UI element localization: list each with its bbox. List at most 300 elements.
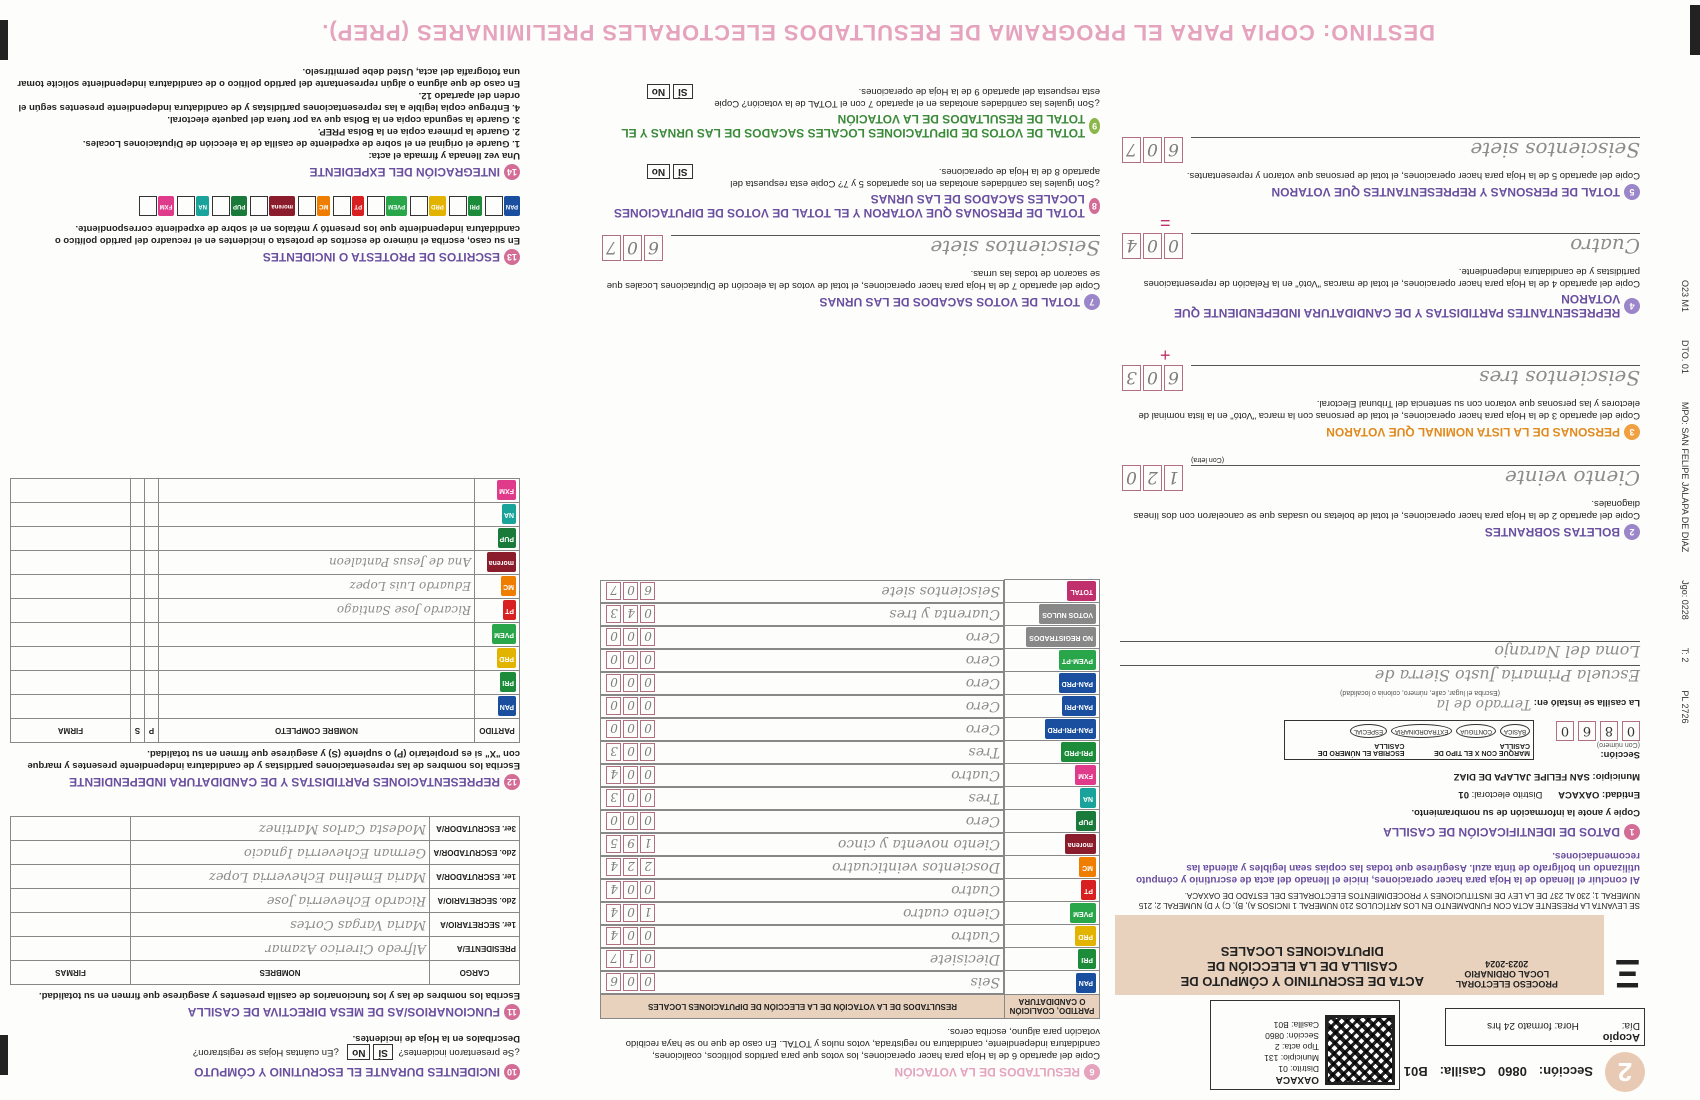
section-5-instructions: Copie del apartado 5 de la Hoja para hacer operaciones, el total de personas que votaron y representantes. — [1186, 170, 1640, 181]
rep-nombre-cell — [159, 503, 475, 527]
cargo-cell: 1er. SECRETARIO/A — [430, 913, 520, 937]
party-cell — [1005, 971, 1100, 995]
section-7-instructions: Copie del apartado 7 de la Hoja para hacer operaciones, el total de votos de la elección de Diputaciones Locales que se sacaron de todas las urnas. — [606, 268, 1100, 291]
section-4-number: 4 — [1624, 298, 1640, 314]
rep-cell — [11, 647, 131, 671]
rep-nombre-cell — [159, 479, 475, 503]
rep-nombre-cell: Ana de Jesus Pantaleon — [159, 551, 475, 575]
rep-col-firma: FIRMA — [11, 719, 131, 743]
legal-text: SE LEVANTA LA PRESENTE ACTA CON FUNDAMENTO EN LOS ARTÍCULOS 210 NUMERAL 1 INCISOS A), B), C) Y D) NUMERAL 2; 215 NUMERAL 1; 230 AL 237 DE LA LEY DE INSTITUCIONES Y PROCEDIMIENTOS ELECTORALES DEL ESTADO DE OAXACA. — [1138, 891, 1640, 910]
rep-cell — [11, 575, 131, 599]
firma-cell — [11, 865, 131, 889]
step-text: 1. Guarde el original en el sobre de expediente de casilla de la elección de Diputaciones Locales. — [82, 138, 520, 149]
result-digit: 0 — [641, 721, 656, 739]
table-row — [11, 937, 520, 961]
section-2-title: BOLETAS SOBRANTES — [1484, 525, 1620, 539]
section-2-digit: 0 — [1122, 465, 1141, 491]
section-3-number: 3 — [1624, 424, 1640, 440]
section-14-number: 14 — [504, 164, 520, 180]
protest-box — [410, 196, 446, 216]
casilla-value: B01 — [1403, 1064, 1428, 1080]
section-7 — [600, 235, 1100, 310]
result-digit: 7 — [607, 583, 622, 601]
result-digit: 4 — [607, 905, 622, 923]
qr-line: OAXACA — [1275, 1074, 1319, 1085]
result-letra: Cuatro — [951, 928, 1000, 945]
party-logo-icon: PVEM-PT — [1059, 651, 1096, 671]
seccion-digit: 0 — [1556, 721, 1574, 741]
municipio-label: Municipio: — [1592, 771, 1640, 782]
section-1-instructions: Copie y anote la información de su nombramiento. — [1411, 807, 1640, 818]
table-row — [11, 671, 520, 695]
casilla-label: Casilla: — [1439, 1064, 1486, 1080]
result-cell — [601, 787, 1005, 810]
protest-count-input[interactable] — [139, 196, 157, 216]
result-cell — [601, 833, 1005, 856]
representantes-body — [11, 479, 520, 719]
hora-label: Hora: — [1554, 1020, 1579, 1031]
section-2 — [1120, 456, 1640, 540]
tipo-contigua[interactable]: CONTIGUA — [1456, 724, 1496, 738]
results-row — [601, 925, 1100, 948]
party-logo-icon: PT — [1081, 881, 1096, 901]
rep-cell — [11, 479, 131, 503]
party-logo-icon: PT — [503, 601, 516, 621]
rep-cell — [11, 527, 131, 551]
result-digit: 0 — [607, 698, 622, 716]
rep-cell — [131, 623, 145, 647]
rep-cell — [131, 527, 145, 551]
party-logo-icon: PAN — [504, 196, 520, 216]
hojas-question: ¿En cuántas Hojas se registraron? — [192, 1047, 340, 1058]
table-row — [11, 479, 520, 503]
party-cell — [1005, 626, 1100, 649]
result-cell — [601, 764, 1005, 787]
result-digit: 0 — [607, 813, 622, 831]
result-digit: 0 — [641, 813, 656, 831]
section-9-no[interactable]: No — [647, 84, 670, 99]
result-digit: 0 — [624, 790, 639, 808]
seccion-value: 0860 — [1497, 1064, 1527, 1080]
incidentes-question: ¿Se presentaron incidentes? — [398, 1047, 520, 1058]
table-row — [11, 695, 520, 719]
party-logo-icon: FXM — [1075, 766, 1096, 786]
registration-mark — [0, 1035, 8, 1075]
process-label: PROCESO ELECTORAL LOCAL ORDINARIO 2023-2024 — [1455, 959, 1558, 989]
section-5-number: 5 — [1624, 184, 1640, 200]
rep-nombre-cell — [159, 671, 475, 695]
party-logo-icon: PT — [352, 196, 364, 216]
result-cell — [601, 626, 1005, 649]
result-digit: 0 — [624, 698, 639, 716]
section-3-digit: 0 — [1143, 365, 1162, 391]
result-digit: 0 — [624, 905, 639, 923]
section-14-title: INTEGRACIÓN DEL EXPEDIENTE — [309, 165, 500, 179]
result-cell — [601, 971, 1005, 994]
tipo-basica[interactable]: BÁSICA — [1500, 724, 1530, 738]
result-digit: 0 — [624, 675, 639, 693]
result-digit: 0 — [641, 652, 656, 670]
protest-box — [177, 196, 209, 216]
party-cell — [1005, 718, 1100, 741]
incidentes-descr: Descríbalos en la Hoja de incidentes. — [352, 1033, 520, 1044]
cargo-cell: 2do. SECRETARIO/A — [430, 889, 520, 913]
section-6-instructions: Copie del apartado 6 de la Hoja para hacer operaciones, los votos que para partidos políticos, coaliciones, candidatura independiente, candidatura no registrada, votos nulos y TOTAL. En caso de que no se haya recibido votación para alguno, escriba ceros. — [625, 1026, 1100, 1061]
section-7-digit: 6 — [644, 235, 663, 261]
rep-cell — [131, 671, 145, 695]
funcionarios-table — [10, 816, 520, 985]
party-logo-icon: MC — [501, 577, 516, 597]
result-digit: 0 — [641, 675, 656, 693]
rep-cell — [131, 551, 145, 575]
result-digit: 0 — [624, 721, 639, 739]
result-digit: 1 — [641, 905, 656, 923]
rep-nombre-cell — [159, 623, 475, 647]
iepco-logo: Ξ — [1614, 951, 1641, 995]
nombre-cell: Ricardo Echeverria Jose — [131, 889, 430, 913]
protest-boxes — [10, 196, 520, 216]
section-4-digit: 0 — [1164, 233, 1183, 259]
cargo-cell: 1er. ESCRUTADOR/A — [430, 865, 520, 889]
result-letra: Cero — [965, 652, 1000, 669]
rep-party-cell — [475, 647, 520, 671]
qr-line: Tipo acta: 2 — [1274, 1042, 1319, 1052]
results-row — [601, 672, 1100, 695]
section-4-digit: 0 — [1143, 233, 1162, 259]
protest-count-input[interactable] — [410, 196, 428, 216]
tipo-extraordinaria[interactable]: EXTRAORDINARIA — [1391, 724, 1452, 738]
party-logo-icon: PRD — [1075, 927, 1096, 947]
section-5 — [1120, 137, 1640, 200]
con-letra-hint: (Con letra) — [1191, 456, 1225, 463]
cargo-cell: 2do. ESCRUTADOR/A — [430, 841, 520, 865]
section-2-letra: Ciento veinte — [1504, 466, 1640, 490]
results-row — [601, 649, 1100, 672]
instalo-handwriting: Terrado de la — [1436, 696, 1532, 712]
rep-party-cell — [475, 503, 520, 527]
section-8-si[interactable]: SÍ — [673, 164, 692, 179]
side-code: MPO: SAN FELIPE JALAPA DE DIAZ — [1680, 401, 1690, 553]
rep-party-cell — [475, 623, 520, 647]
result-letra: Seis — [970, 974, 1000, 991]
acta-title: ACTA DE ESCRUTINIO Y CÓMPUTO DE CASILLA DE LA ELECCIÓN DE DIPUTACIONES LOCALES — [1180, 944, 1424, 989]
section-9-title: TOTAL DE VOTOS DE DIPUTACIONES LOCALES SACADOS DE LAS URNAS Y EL TOTAL DE RESULTADOS DE LA VOTACIÓN — [621, 112, 1086, 140]
seccion-field-label: Sección: — [1600, 749, 1640, 760]
result-digit: 4 — [624, 606, 639, 624]
protest-count-input[interactable] — [485, 196, 503, 216]
firma-cell — [11, 841, 131, 865]
result-digit: 0 — [607, 721, 622, 739]
party-cell — [1005, 580, 1100, 603]
results-row — [601, 856, 1100, 879]
party-cell — [1005, 741, 1100, 764]
party-logo-icon: NO REGISTRADOS — [1026, 628, 1096, 648]
protest-count-input[interactable] — [333, 196, 351, 216]
party-logo-icon: PAN — [498, 697, 516, 717]
result-letra: Cero — [965, 675, 1000, 692]
result-digit: 0 — [641, 629, 656, 647]
title-area — [1115, 915, 1645, 995]
result-digit: 1 — [624, 951, 639, 969]
acta-number: 2 — [1605, 1052, 1645, 1092]
rep-cell — [145, 527, 159, 551]
title-box — [1115, 915, 1604, 995]
result-digit: 4 — [607, 859, 622, 877]
section-2-digit: 1 — [1164, 465, 1183, 491]
result-digit: 2 — [624, 859, 639, 877]
result-digit: 3 — [607, 790, 622, 808]
result-cell — [601, 718, 1005, 741]
result-digit: 0 — [624, 652, 639, 670]
rep-cell — [145, 599, 159, 623]
rep-cell — [11, 599, 131, 623]
rep-party-cell — [475, 575, 520, 599]
result-letra: Cuarenta y tres — [889, 606, 1000, 623]
incidentes-no[interactable]: No — [347, 1044, 370, 1060]
section-3-letra: Seiscientos tres — [1479, 366, 1640, 390]
protest-count-input[interactable] — [177, 196, 195, 216]
section-11 — [10, 816, 520, 1020]
rep-cell — [11, 551, 131, 575]
protest-box — [139, 196, 175, 216]
firma-cell — [11, 937, 131, 961]
section-5-digit: 0 — [1143, 137, 1162, 163]
formato-label: formato 24 hrs — [1487, 1020, 1552, 1031]
escriba-num-title: ESCRIBA EL NÚMERO DE CASILLA — [1317, 742, 1405, 756]
party-logo-icon: PUP — [231, 196, 247, 216]
party-logo-icon: morena — [487, 553, 516, 573]
firma-cell — [11, 889, 131, 913]
qr-line: Distrito: 01 — [1278, 1064, 1319, 1074]
section-3-instructions: Copie del apartado 3 de la Hoja para hacer operaciones, el total de personas con la marca "Votó" en la lista nominal de electores y las personas que votaron con su sentencia del Tribunal Electoral. — [1138, 398, 1640, 421]
party-logo-icon: PRI — [468, 196, 482, 216]
result-digit: 6 — [607, 974, 622, 992]
protest-box — [485, 196, 520, 216]
result-letra: Cuatro — [951, 882, 1000, 899]
party-logo-icon: NA — [196, 196, 209, 216]
results-row — [601, 971, 1100, 995]
side-code: T: 2 — [1680, 647, 1690, 663]
step-text: Una vez llenada y firmada el acta: — [368, 150, 520, 161]
result-digit: 0 — [624, 813, 639, 831]
rep-cell — [131, 479, 145, 503]
result-cell — [601, 810, 1005, 833]
result-letra: Seiscientos siete — [881, 583, 1000, 600]
section-3-digit: 6 — [1164, 365, 1183, 391]
func-col-cargo: CARGO — [430, 961, 520, 985]
party-logo-icon: PAN-PRI — [1062, 697, 1096, 717]
section-6-title: RESULTADOS DE LA VOTACIÓN — [894, 1065, 1080, 1079]
rep-nombre-cell: Ricardo Jose Santiago — [159, 599, 475, 623]
legal-instructions: Al concluir el llenado de la Hoja para hacer operaciones, inicie el llenado del acta de escrutinio y cómputo utilizando un bolígrafo de tinta azul. Asegúrese que todas las copias sean legibles y atienda las recomendaciones. — [1135, 850, 1640, 885]
rep-cell — [11, 671, 131, 695]
instalo-hint: (Escriba el lugar, calle, número, colonia o localidad) — [1340, 689, 1500, 696]
section-8-number: 8 — [1089, 198, 1100, 214]
representantes-table — [10, 478, 520, 743]
section-5-digit: 7 — [1122, 137, 1141, 163]
party-cell — [1005, 902, 1100, 925]
result-digit: 0 — [641, 698, 656, 716]
seccion-digit: 0 — [1622, 721, 1640, 741]
results-row — [601, 741, 1100, 764]
protest-count-input[interactable] — [250, 196, 268, 216]
distrito-label: Distrito electoral: — [1471, 789, 1543, 800]
section-1 — [1120, 641, 1640, 840]
step-text: En caso de que alguna o algún representante del partido político o de candidatura independiente solicite tomar una fotografía del acta, Usted debe permitírselo. — [17, 66, 520, 89]
equals-sign: = — [1160, 213, 1171, 233]
rep-cell — [131, 599, 145, 623]
table-row — [11, 623, 520, 647]
result-digit: 0 — [624, 767, 639, 785]
protest-count-input[interactable] — [212, 196, 230, 216]
section-8-instructions: ¿Son iguales las cantidades anotadas en los apartados 5 y 7? Copie esta respuesta del apartado 8 de la Hoja de operaciones. — [730, 166, 1100, 189]
result-letra: Tres — [968, 790, 1000, 807]
section-13-title: ESCRITOS DE PROTESTA O INCIDENTES — [262, 250, 500, 264]
result-letra: Diecisiete — [929, 951, 1000, 968]
seccion-digit: 8 — [1600, 721, 1618, 741]
qr-line: Municipio: 131 — [1264, 1053, 1319, 1063]
section-9-si[interactable]: SÍ — [673, 84, 692, 99]
result-digit: 0 — [641, 882, 656, 900]
result-cell — [601, 603, 1005, 626]
tipo-especial[interactable]: ESPECIAL — [1350, 724, 1387, 738]
party-cell — [1005, 833, 1100, 856]
protest-box — [449, 196, 482, 216]
cargo-cell: PRESIDENTE/A — [430, 937, 520, 961]
results-row — [601, 948, 1100, 971]
table-row — [11, 575, 520, 599]
rep-col-nombre: NOMBRE COMPLETO — [159, 719, 475, 743]
table-row — [11, 913, 520, 937]
party-cell — [1005, 649, 1100, 672]
party-cell — [1005, 810, 1100, 833]
rep-cell — [131, 575, 145, 599]
result-cell — [601, 856, 1005, 879]
table-row — [11, 841, 520, 865]
section-13-instructions: En su caso, escriba el número de escritos de protesta o incidentes en el recuadro del partido político o candidatura independiente que los presentó y métalos en el sobre de expediente correspondiente. — [54, 223, 520, 246]
section-1-number: 1 — [1624, 824, 1640, 840]
rep-cell — [145, 695, 159, 719]
section-7-digit: 7 — [602, 235, 621, 261]
result-digit: 1 — [641, 836, 656, 854]
result-letra: Cero — [965, 629, 1000, 646]
section-11-number: 11 — [504, 1004, 520, 1020]
section-13 — [10, 196, 520, 265]
section-7-title: TOTAL DE VOTOS SACADOS DE LAS URNAS — [819, 295, 1080, 309]
section-5-title: TOTAL DE PERSONAS Y REPRESENTANTES QUE VOTARON — [1271, 185, 1620, 199]
party-logo-icon: PRD — [497, 649, 516, 669]
party-logo-icon: NA — [1080, 789, 1096, 809]
results-row — [601, 718, 1100, 741]
protest-count-input[interactable] — [449, 196, 467, 216]
side-code: Jgo: 0228 — [1680, 580, 1690, 620]
rep-nombre-cell: Eduardo Luis Lopez — [159, 575, 475, 599]
rep-cell — [145, 551, 159, 575]
party-logo-icon: morena — [269, 196, 295, 216]
rep-party-cell — [475, 527, 520, 551]
acopio-box — [1445, 1008, 1645, 1046]
cargo-cell: 3er. ESCRUTADOR/A — [430, 817, 520, 841]
section-2-instructions: Copie del apartado 2 de la Hoja para hacer operaciones, el total de boletas no usadas que se cancelaron con dos líneas diagonales. — [1133, 498, 1640, 521]
result-digit: 6 — [641, 583, 656, 601]
section-4-letra: Cuatro — [1570, 234, 1640, 258]
section-11-instructions: Escriba los nombres de las y los funcionarios de casilla presentes y asegúrese que firmen en su totalidad. — [39, 990, 520, 1001]
section-3-digit: 3 — [1122, 365, 1141, 391]
result-digit: 0 — [641, 744, 656, 762]
incidentes-si[interactable]: SÍ — [373, 1044, 392, 1060]
party-logo-icon: FXM — [158, 196, 175, 216]
step-text: 2. Guarde la primera copia en la Bolsa PREP. — [317, 126, 520, 137]
rep-col-p: P — [145, 719, 159, 743]
nombre-cell: German Echeverria Ignacio — [131, 841, 430, 865]
section-14 — [10, 65, 520, 180]
func-col-nombres: NOMBRES — [131, 961, 430, 985]
result-letra: Tres — [968, 744, 1000, 761]
result-digit: 0 — [641, 928, 656, 946]
section-10-number: 10 — [504, 1064, 520, 1080]
result-digit: 0 — [641, 951, 656, 969]
instalo-label: La casilla se instaló en: — [1533, 697, 1640, 708]
side-code: O23 M1 — [1680, 280, 1690, 313]
step-text: 4. Entregue copia legible a las representaciones partidistas y de candidatura independiente presentes según el orden del apartado 12. — [18, 90, 520, 113]
party-logo-icon: PRI — [1078, 950, 1096, 970]
protest-count-input[interactable] — [367, 196, 385, 216]
table-row — [11, 551, 520, 575]
section-10 — [10, 1032, 520, 1080]
firma-cell — [11, 817, 131, 841]
party-cell — [1005, 603, 1100, 626]
section-8-no[interactable]: No — [647, 164, 670, 179]
party-logo-icon: PVEM — [1070, 904, 1096, 924]
result-letra: Cero — [965, 698, 1000, 715]
result-cell — [601, 672, 1005, 695]
party-cell — [1005, 948, 1100, 971]
section-8 — [600, 164, 1100, 220]
party-logo-icon: PVEM — [492, 625, 516, 645]
registration-mark — [1690, 5, 1700, 55]
results-row — [601, 879, 1100, 902]
result-digit: 0 — [607, 675, 622, 693]
funcionarios-body — [11, 817, 520, 961]
party-logo-icon: MC — [1079, 858, 1096, 878]
result-cell — [601, 649, 1005, 672]
result-digit: 0 — [641, 767, 656, 785]
rep-cell — [145, 671, 159, 695]
party-logo-icon: PAN-PRI-PRD — [1045, 720, 1096, 740]
municipio-value: SAN FELIPE JALAPA DE DIAZ — [1453, 771, 1590, 782]
section-3-title: PERSONAS DE LA LISTA NOMINAL QUE VOTARON — [1326, 425, 1620, 439]
party-logo-icon: PRD — [429, 196, 446, 216]
table-row — [11, 817, 520, 841]
party-cell — [1005, 879, 1100, 902]
table-row — [11, 503, 520, 527]
tipo-casilla-title: MARQUE CON X EL TIPO DE CASILLA — [1434, 742, 1530, 756]
rep-cell — [131, 503, 145, 527]
result-digit: 0 — [641, 974, 656, 992]
table-row — [11, 599, 520, 623]
party-cell — [1005, 695, 1100, 718]
side-code: PL 2726 — [1680, 690, 1690, 724]
protest-count-input[interactable] — [298, 196, 316, 216]
nombre-cell: Alfredo Cirerico Azamar — [131, 937, 430, 961]
party-logo-icon: PUP — [1076, 812, 1096, 832]
qr-line: Sección: 0860 — [1265, 1031, 1319, 1041]
party-logo-icon: PVEM — [386, 196, 407, 216]
results-row — [601, 580, 1100, 603]
instalo-handwriting: Escuela Primaria Justo Sierra de — [1120, 665, 1640, 685]
party-logo-icon: TOTAL — [1067, 582, 1096, 602]
protest-box — [212, 196, 247, 216]
